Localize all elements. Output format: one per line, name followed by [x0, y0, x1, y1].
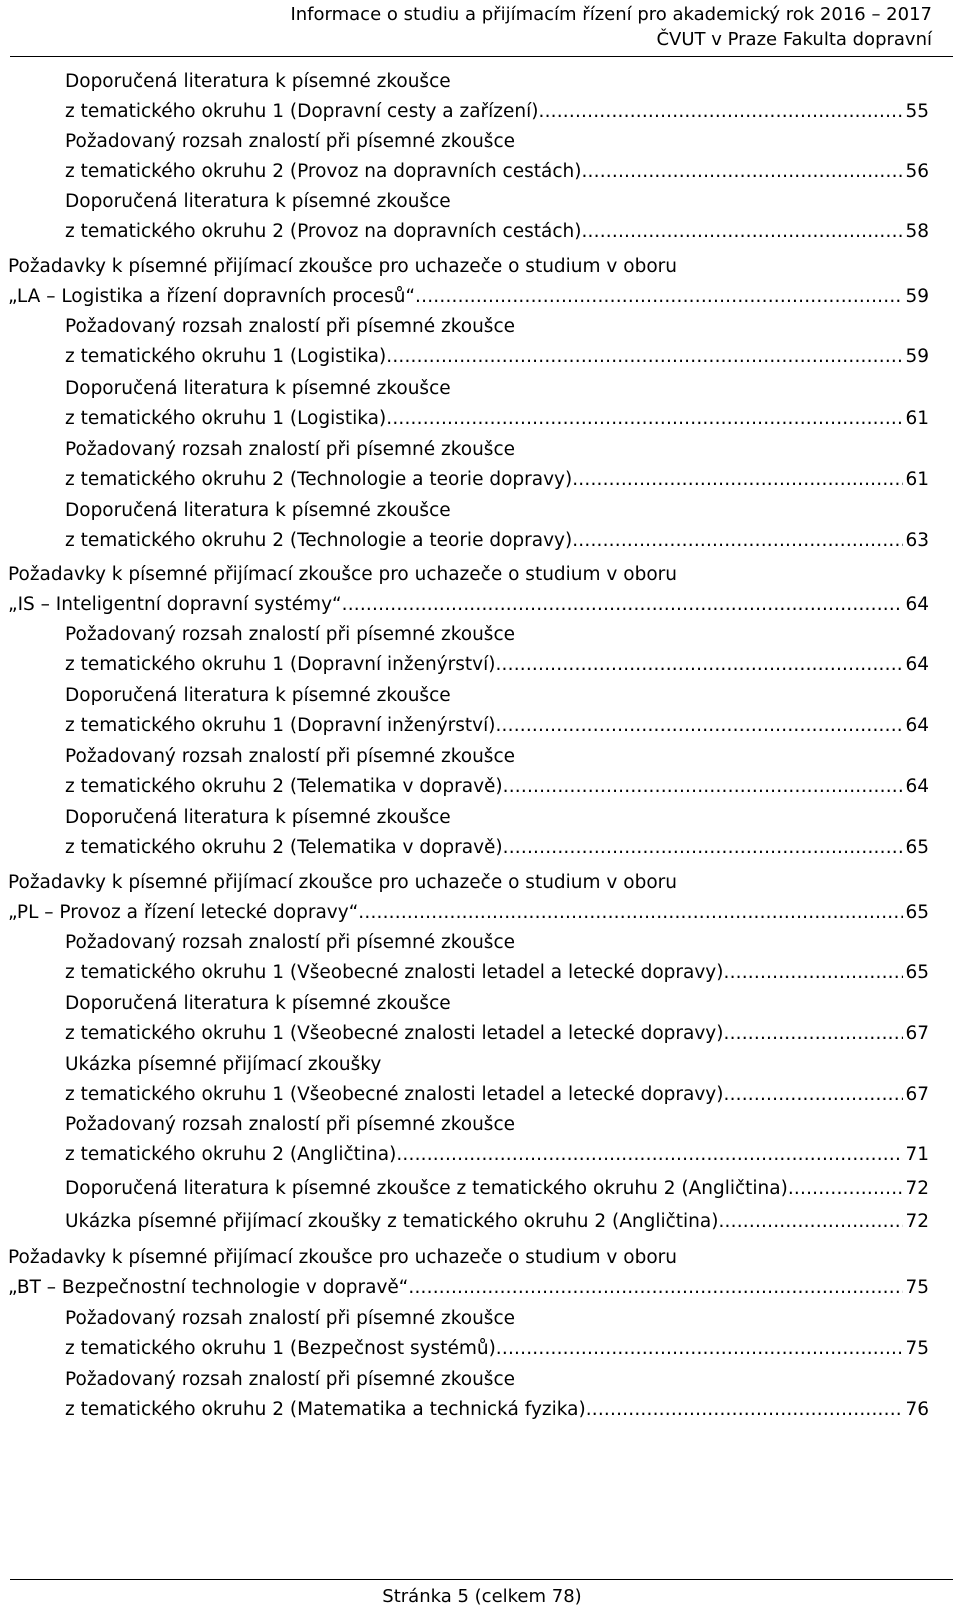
dot-leader [572, 469, 903, 491]
toc-page-number: 65 [905, 962, 929, 983]
dot-leader [495, 715, 903, 737]
toc-entry-subtitle-line: z tematického okruhu 1 (Logistika) [65, 408, 387, 429]
toc-page-number: 59 [905, 286, 929, 307]
toc-entry-subtitle-line: z tematického okruhu 1 (Všeobecné znalosti letadel a letecké dopravy) [65, 1084, 724, 1105]
toc-page-number: 65 [905, 902, 929, 923]
page-number-label: Stránka 5 (celkem 78) [382, 1586, 582, 1607]
toc-entry-title-line: Požadavky k písemné přijímací zkoušce pro uchazeče o studium v oboru [8, 872, 677, 893]
toc-entry-title-line: Požadavky k písemné přijímací zkoušce pro uchazeče o studium v oboru [8, 1247, 677, 1268]
toc-page-number: 64 [905, 776, 929, 797]
toc-entry-subtitle-line: z tematického okruhu 1 (Dopravní inženýrství) [65, 715, 496, 736]
toc-entry-subtitle-line: z tematického okruhu 1 (Dopravní inženýrství) [65, 654, 496, 675]
toc-page-number: 56 [905, 161, 929, 182]
toc-entry-subtitle-line: Doporučená literatura k písemné zkoušce z tematického okruhu 2 (Angličtina) [65, 1178, 788, 1199]
dot-leader [723, 962, 903, 984]
toc-entry-title-line: Požadovaný rozsah znalostí při písemné zkoušce [65, 624, 515, 645]
toc-page-number: 75 [905, 1277, 929, 1298]
toc-page-number: 67 [905, 1084, 929, 1105]
dot-leader [723, 1023, 903, 1045]
toc-entry-title-line: Požadavky k písemné přijímací zkoušce pro uchazeče o studium v oboru [8, 256, 677, 277]
toc-entry-title-line: Ukázka písemné přijímací zkoušky [65, 1054, 382, 1075]
toc-page-number: 64 [905, 594, 929, 615]
toc-entry-title-line: Doporučená literatura k písemné zkoušce [65, 993, 451, 1014]
footer-divider [10, 1579, 953, 1580]
toc-page-number: 61 [905, 469, 929, 490]
toc-entry-title-line: Požadovaný rozsah znalostí při písemné zkoušce [65, 932, 515, 953]
header-title: Informace o studiu a přijímacím řízení pro akademický rok 2016 – 2017 [290, 4, 932, 25]
dot-leader [396, 1144, 903, 1166]
dot-leader [386, 408, 903, 430]
toc-page-number: 75 [905, 1338, 929, 1359]
toc-entry-title-line: Doporučená literatura k písemné zkoušce [65, 378, 451, 399]
dot-leader [572, 530, 903, 552]
toc-entry-title-line: Požadovaný rozsah znalostí při písemné zkoušce [65, 1308, 515, 1329]
toc-page-number: 72 [905, 1178, 929, 1199]
toc-entry-title-line: Požadovaný rozsah znalostí při písemné zkoušce [65, 131, 515, 152]
toc-entry-subtitle-line: z tematického okruhu 2 (Matematika a technická fyzika) [65, 1399, 586, 1420]
toc-entry-subtitle-line: z tematického okruhu 2 (Technologie a teorie dopravy) [65, 469, 573, 490]
toc-entry-subtitle-line: z tematického okruhu 2 (Angličtina) [65, 1144, 397, 1165]
toc-entry-subtitle-line: z tematického okruhu 1 (Všeobecné znalosti letadel a letecké dopravy) [65, 962, 724, 983]
toc-entry-subtitle-line: z tematického okruhu 2 (Provoz na dopravních cestách) [65, 221, 582, 242]
toc-entry-title-line: Požadovaný rozsah znalostí při písemné zkoušce [65, 746, 515, 767]
toc-entry-subtitle-line: „BT – Bezpečnostní technologie v dopravě“ [8, 1277, 409, 1298]
toc-entry-subtitle-line: „IS – Inteligentní dopravní systémy“ [8, 594, 342, 615]
toc-entry-subtitle-line: z tematického okruhu 2 (Telematika v dopravě) [65, 776, 503, 797]
dot-leader [581, 161, 903, 183]
dot-leader [538, 101, 903, 123]
dot-leader [723, 1084, 903, 1106]
toc-page-number: 71 [905, 1144, 929, 1165]
toc-page-number: 76 [905, 1399, 929, 1420]
toc-page-number: 61 [905, 408, 929, 429]
toc-entry-subtitle-line: z tematického okruhu 1 (Všeobecné znalosti letadel a letecké dopravy) [65, 1023, 724, 1044]
toc-entry-subtitle-line: „LA – Logistika a řízení dopravních procesů“ [8, 286, 416, 307]
toc-entry-subtitle-line: z tematického okruhu 1 (Dopravní cesty a zařízení) [65, 101, 539, 122]
toc-entry-title-line: Požadavky k písemné přijímací zkoušce pro uchazeče o studium v oboru [8, 564, 677, 585]
dot-leader [408, 1277, 903, 1299]
toc-entry-subtitle-line: „PL – Provoz a řízení letecké dopravy“ [8, 902, 359, 923]
toc-page-number: 67 [905, 1023, 929, 1044]
toc-entry-title-line: Požadovaný rozsah znalostí při písemné zkoušce [65, 439, 515, 460]
dot-leader [386, 346, 903, 368]
dot-leader [788, 1178, 904, 1200]
dot-leader [358, 902, 903, 924]
dot-leader [342, 594, 904, 616]
toc-entry-title-line: Doporučená literatura k písemné zkoušce [65, 685, 451, 706]
dot-leader [586, 1399, 904, 1421]
header-faculty: ČVUT v Praze Fakulta dopravní [656, 29, 932, 50]
toc-page-number: 55 [905, 101, 929, 122]
toc-page-number: 58 [905, 221, 929, 242]
toc-entry-subtitle-line: Ukázka písemné přijímací zkoušky z tematického okruhu 2 (Angličtina) [65, 1211, 719, 1232]
toc-page-number: 63 [905, 530, 929, 551]
dot-leader [718, 1211, 903, 1233]
toc-page-number: 64 [905, 654, 929, 675]
dot-leader [415, 286, 903, 308]
header-divider [10, 56, 953, 57]
toc-entry-title-line: Požadovaný rozsah znalostí při písemné zkoušce [65, 316, 515, 337]
toc-entry-subtitle-line: z tematického okruhu 2 (Telematika v dopravě) [65, 837, 503, 858]
toc-entry-title-line: Doporučená literatura k písemné zkoušce [65, 191, 451, 212]
dot-leader [581, 221, 903, 243]
toc-entry-title-line: Doporučená literatura k písemné zkoušce [65, 807, 451, 828]
toc-entry-subtitle-line: z tematického okruhu 1 (Logistika) [65, 346, 387, 367]
toc-entry-subtitle-line: z tematického okruhu 2 (Technologie a teorie dopravy) [65, 530, 573, 551]
dot-leader [503, 776, 904, 798]
toc-page-number: 59 [905, 346, 929, 367]
page-footer [0, 1586, 960, 1608]
toc-entry-title-line: Doporučená literatura k písemné zkoušce [65, 71, 451, 92]
dot-leader [495, 654, 903, 676]
toc-entry-subtitle-line: z tematického okruhu 1 (Bezpečnost systémů) [65, 1338, 496, 1359]
toc-entry-subtitle-line: z tematického okruhu 2 (Provoz na dopravních cestách) [65, 161, 582, 182]
dot-leader [503, 837, 904, 859]
dot-leader [496, 1338, 904, 1360]
toc-page-number: 72 [905, 1211, 929, 1232]
toc-entry-title-line: Doporučená literatura k písemné zkoušce [65, 500, 451, 521]
toc-page-number: 65 [905, 837, 929, 858]
toc-page-number: 64 [905, 715, 929, 736]
toc-entry-title-line: Požadovaný rozsah znalostí při písemné zkoušce [65, 1369, 515, 1390]
page-header [290, 2, 932, 52]
toc-entry-title-line: Požadovaný rozsah znalostí při písemné zkoušce [65, 1114, 515, 1135]
